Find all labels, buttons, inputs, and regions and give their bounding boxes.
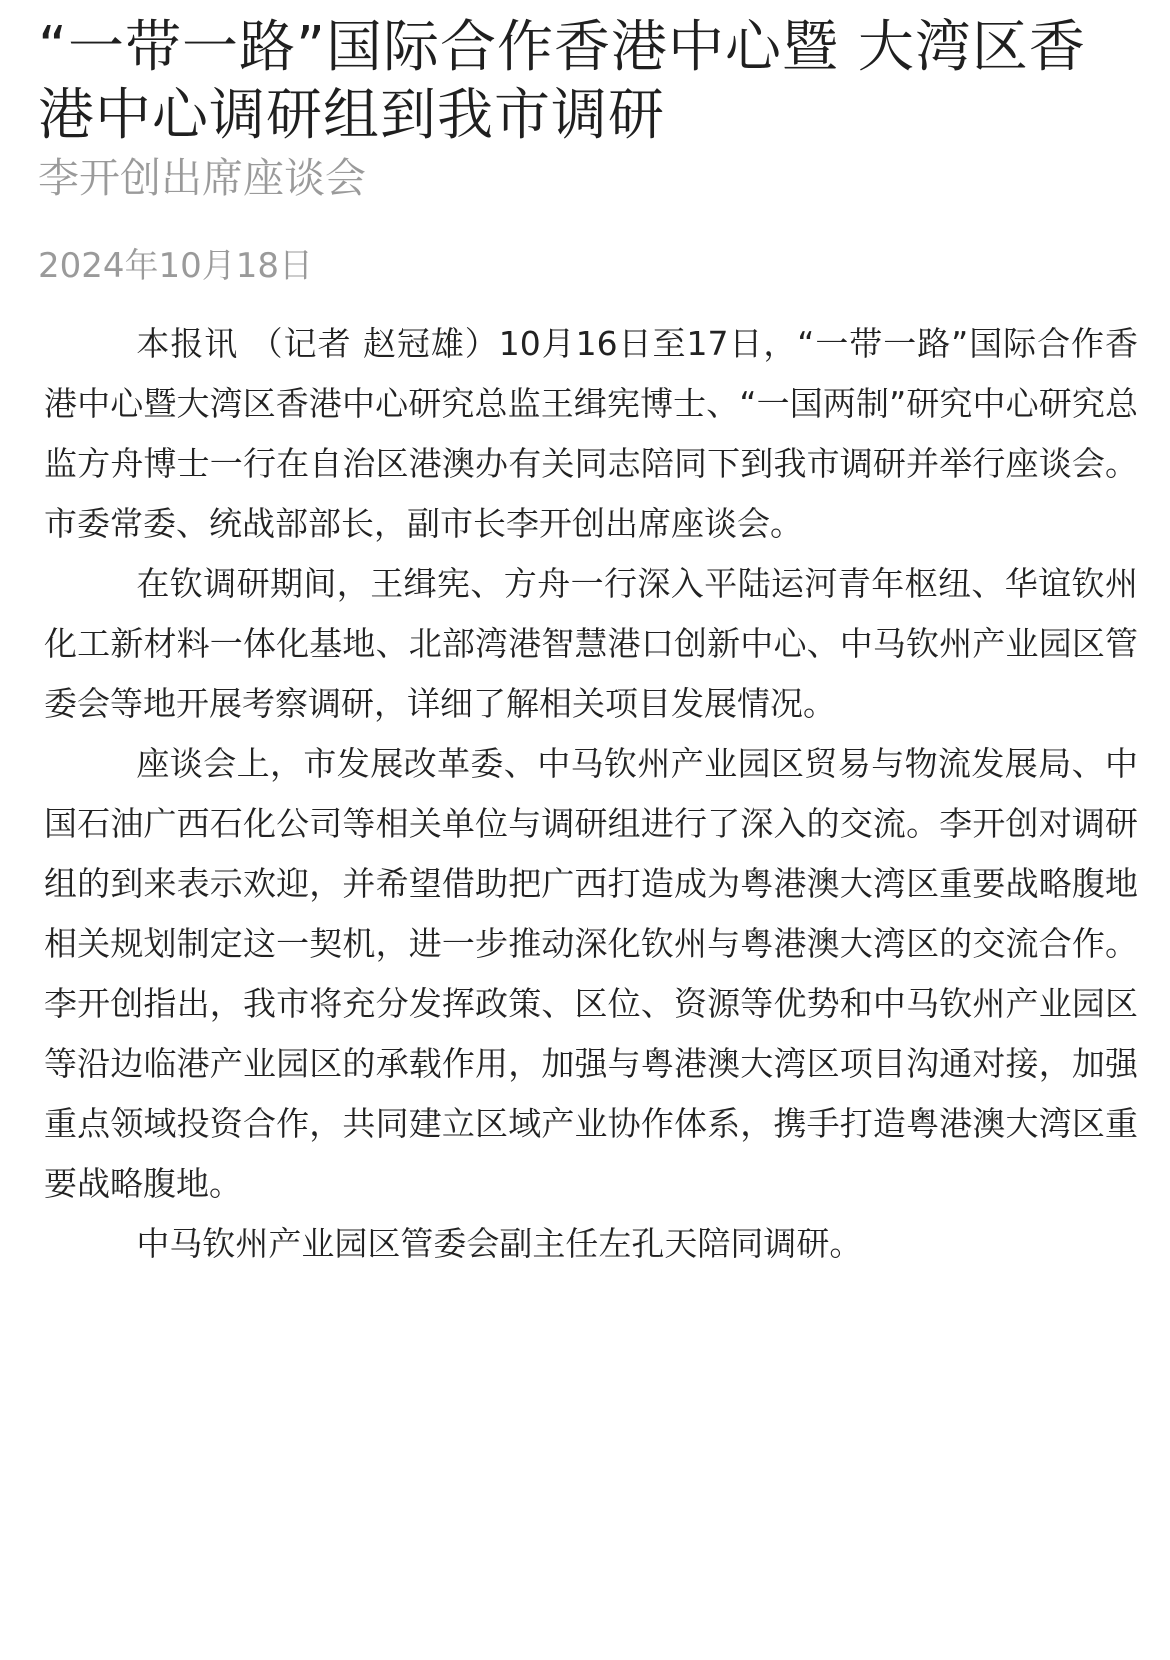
body-paragraph: 本报讯 （记者 赵冠雄）10月16日至17日，“一带一路”国际合作香港中心暨大湾区香港中心研究总监王缉宪博士、“一国两制”研究中心研究总监方舟博士一行在自治区港澳办有关同志陪同下到我市调研并举行座谈会。市委常委、统战部部长，副市长李开创出席座谈会。 — [44, 324, 1138, 543]
publish-date: 2024年10月18日 — [38, 246, 314, 286]
article-subtitle: 李开创出席座谈会 — [38, 154, 366, 202]
body-paragraph: 中马钦州产业园区管委会副主任左孔天陪同调研。 — [136, 1224, 863, 1263]
article-title: “一带一路”国际合作香港中心暨 大湾区香港中心调研组到我市调研 — [38, 15, 1086, 148]
body-paragraph: 座谈会上，市发展改革委、中马钦州产业园区贸易与物流发展局、中国石油广西石化公司等相关单位与调研组进行了深入的交流。李开创对调研组的到来表示欢迎，并希望借助把广西打造成为粤港澳大湾区重要战略腹地相关规划制定这一契机，进一步推动深化钦州与粤港澳大湾区的交流合作。李开创指出，我市将充分发挥政策、区位、资源等优势和中马钦州产业园区等沿边临港产业园区的承载作用，加强与粤港澳大湾区项目沟通对接，加强重点领域投资合作，共同建立区域产业协作体系，携手打造粤港澳大湾区重要战略腹地。 — [44, 744, 1138, 1203]
body-paragraph: 在钦调研期间，王缉宪、方舟一行深入平陆运河青年枢纽、华谊钦州化工新材料一体化基地、北部湾港智慧港口创新中心、中马钦州产业园区管委会等地开展考察调研，详细了解相关项目发展情况。 — [44, 564, 1138, 723]
article-body — [38, 314, 1138, 1274]
article — [38, 14, 1138, 1274]
